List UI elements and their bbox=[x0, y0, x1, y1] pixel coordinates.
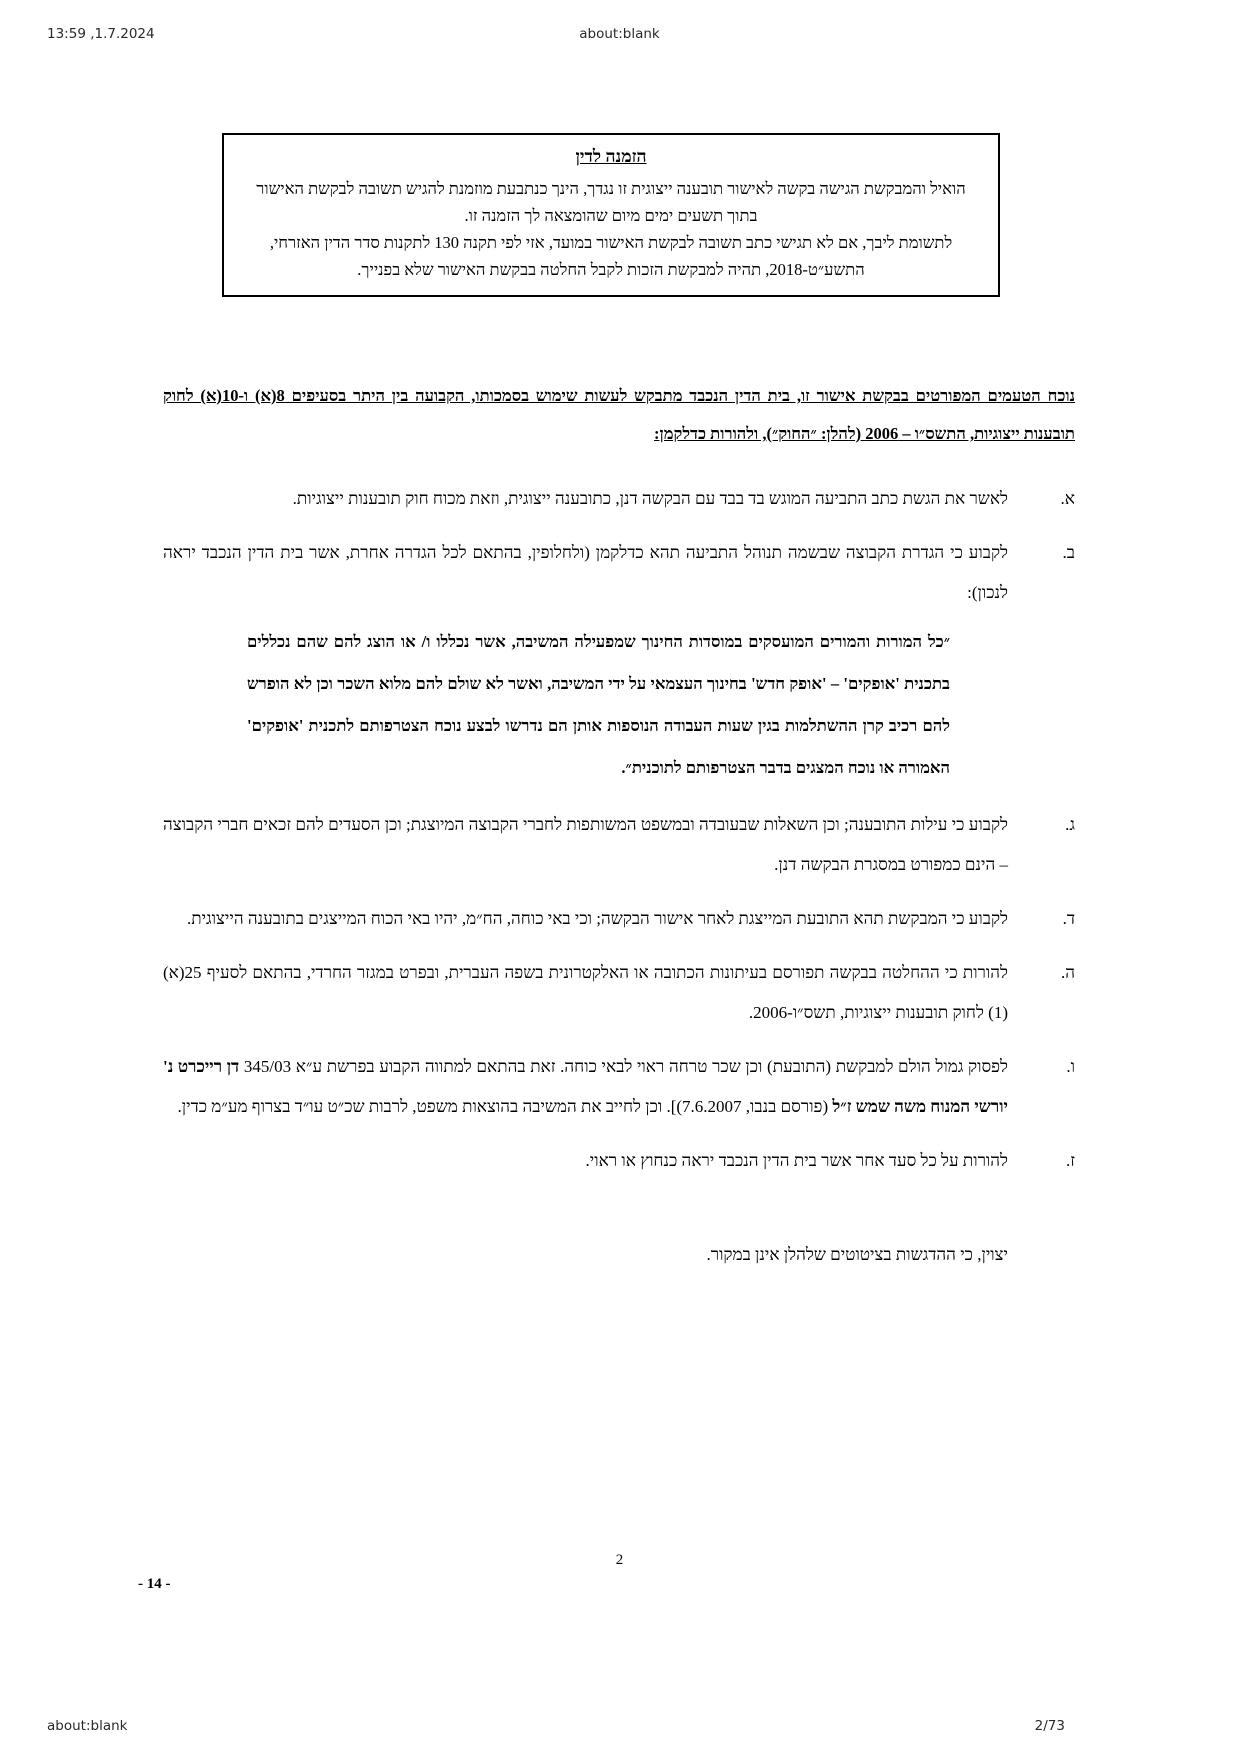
list-item-b bbox=[163, 533, 1075, 791]
stamp-number: - 14 - bbox=[138, 1576, 171, 1592]
group-definition-quote: ״כל המורות והמורים המועסקים במוסדות החינוך שמפעילה המשיבה, אשר נכללו ו/ או הוצג להם שהם נכללים בתכנית 'אופקים' – 'אופק חדש' בחינוך העצמאי על ידי המשיבה, ואשר לא שולם להם מלוא השכר וכן לא הופרש להם רכיב קרן ההשתלמות בגין שעות העבודה הנוספות אותן הם נדרשו לבצע נוכח הצטרפותם לתכנית 'אופקים' האמורה או נוכח המצגים בדבר הצטרפותם לתוכנית״. bbox=[247, 632, 950, 777]
list-item-text-before: לפסוק גמול הולם למבקשת (התובעת) וכן שכר טרחה ראוי לבאי כוחה. זאת בהתאם למתווה הקבוע בפרשת ע״א 345/03 bbox=[239, 1057, 1008, 1076]
list-item-text bbox=[163, 1047, 1008, 1127]
emphasis-note: יצוין, כי ההדגשות בציטוטים שלהלן אינן במקור. bbox=[706, 1245, 1008, 1264]
summons-title: הזמנה לדין bbox=[575, 146, 647, 166]
list-item-body bbox=[163, 953, 1008, 1033]
list-item-body bbox=[163, 805, 1008, 885]
list-item-g bbox=[163, 1141, 1075, 1181]
print-header-title: about:blank bbox=[579, 26, 660, 42]
case-citation: דן רייכרט נ' יורשי המנוח משה שמש ז״ל bbox=[163, 1057, 1008, 1116]
list-item-c bbox=[163, 805, 1075, 885]
list-item-text: לקבוע כי עילות התובענה; וכן השאלות שבעובדה ובמשפט המשותפות לחברי הקבוצה המיוצגת; וכן הסעדים להם זכאים חברי הקבוצה – הינם כמפורט במסגרת הבקשה דנן. bbox=[163, 815, 1008, 874]
list-item-f bbox=[163, 1047, 1075, 1127]
list-item-text-after: (פורסם בנבו, 7.6.2007)]. וכן לחייב את המשיבה בהוצאות משפט, לרבות שכ״ט עו״ד בצרוף מע״מ כדין. bbox=[177, 1097, 833, 1116]
list-item-text: להורות על כל סעד אחר אשר בית הדין הנכבד יראה כנחוץ או ראוי. bbox=[585, 1151, 1008, 1170]
petition-intro: נוכח הטעמים המפורטים בבקשת אישור זו, בית הדין הנכבד מתבקש לעשות שימוש בסמכותו, הקבועה בין היתר בסעיפים 8(א) ו-10(א) לחוק תובענות ייצוגיות, התשס״ו – 2006 (להלן: ״החוק״), ולהורות כדלקמן: bbox=[163, 386, 1075, 443]
page-number: 2 bbox=[615, 1552, 624, 1568]
list-item-body bbox=[163, 533, 1008, 791]
summons-box bbox=[222, 133, 1000, 297]
list-item-e bbox=[163, 953, 1075, 1033]
relief-list bbox=[163, 479, 1075, 1181]
list-item-a bbox=[163, 479, 1075, 519]
list-item-body bbox=[163, 1141, 1008, 1181]
summons-paragraph-1: הואיל והמבקשת הגישה בקשה לאישור תובענה ייצוגית זו נגדך, הינך כנתבעת מוזמנת להגיש תשובה לבקשת האישור בתוך תשעים ימים מיום שהומצאה לך הזמנה זו. bbox=[256, 179, 966, 225]
list-item-marker: ד. bbox=[1062, 909, 1075, 928]
list-item-text: לקבוע כי המבקשת תהא התובעת המייצגת לאחר אישור הבקשה; וכי באי כוחה, הח״מ, יהיו באי הכוח המייצגים בתובענה הייצוגית. bbox=[186, 909, 1008, 928]
list-item-body bbox=[163, 899, 1008, 939]
summons-paragraph-2: לתשומת ליבך, אם לא תגישי כתב תשובה לבקשת האישור במועד, אזי לפי תקנה 130 לתקנות סדר הדין האזרחי, התשע״ט-2018, תהיה למבקשת הזכות לקבל החלטה בבקשת האישור שלא בפנייך. bbox=[269, 233, 953, 279]
list-item-marker: ה. bbox=[1060, 963, 1075, 982]
list-item-marker: ג. bbox=[1065, 815, 1075, 834]
list-item-d bbox=[163, 899, 1075, 939]
print-header-datetime: 13:59 ,1.7.2024 bbox=[47, 26, 155, 42]
document-body bbox=[163, 0, 1075, 1275]
print-footer-pagecount: 2/73 bbox=[1034, 1718, 1065, 1734]
list-item-marker: ב. bbox=[1062, 543, 1075, 562]
list-item-marker: א. bbox=[1060, 489, 1075, 508]
list-item-marker: ו. bbox=[1066, 1057, 1075, 1076]
list-item-text: לקבוע כי הגדרת הקבוצה שבשמה תנוהל התביעה תהא כדלקמן (ולחלופין, בהתאם לכל הגדרה אחרת, אשר בית הדין הנכבד יראה לנכון): bbox=[163, 543, 1008, 602]
print-footer-url: about:blank bbox=[47, 1718, 128, 1734]
list-item-body bbox=[163, 479, 1008, 519]
list-item-text: להורות כי ההחלטה בבקשה תפורסם בעיתונות הכתובה או האלקטרונית בשפה העברית, ובפרט במגזר החרדי, בהתאם לסעיף 25(א)(1) לחוק תובענות ייצוגיות, תשס״ו-2006. bbox=[163, 963, 1008, 1022]
list-item-body bbox=[163, 1047, 1008, 1127]
list-item-marker: ז. bbox=[1066, 1151, 1075, 1170]
list-item-text: לאשר את הגשת כתב התביעה המוגש בד בבד עם הבקשה דנן, כתובענה ייצוגית, וזאת מכוח חוק תובענות ייצוגיות. bbox=[292, 489, 1008, 508]
